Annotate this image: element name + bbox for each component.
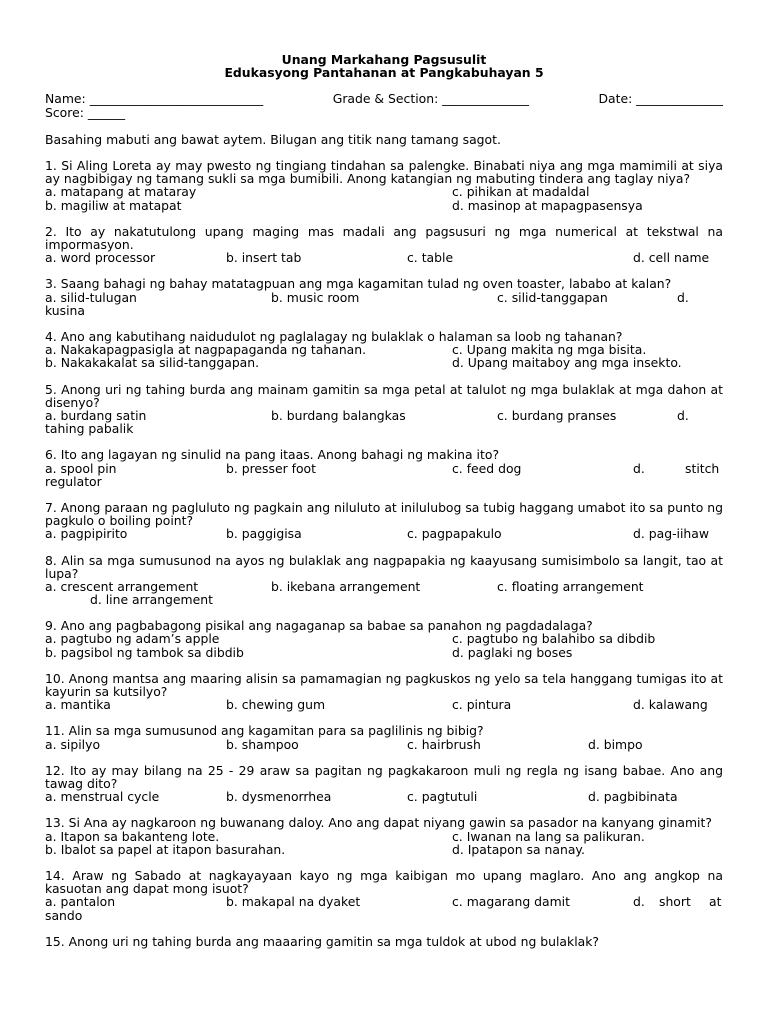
date-field: Date: ______________ — [598, 91, 723, 107]
choice-a[interactable]: a. mantika — [45, 697, 111, 713]
student-info-row — [45, 92, 723, 105]
choice-d[interactable]: d. line arrangement — [90, 592, 213, 608]
choice-d[interactable]: d. Upang maitaboy ang mga insekto. — [452, 355, 682, 371]
choice-c[interactable]: c. silid-tanggapan — [497, 289, 608, 305]
choice-b[interactable]: b. shampoo — [226, 736, 299, 752]
question-14 — [45, 869, 723, 922]
choices — [45, 698, 723, 711]
exam-title: Unang Markahang Pagsusulit — [281, 52, 487, 67]
question-7 — [45, 501, 723, 541]
question-stem: 10. Anong mantsa ang maaring alisin sa pamamagian ng pagkuskos ng yelo sa tela hanggang tumigas ito at kayurin sa kutsilyo? — [45, 670, 723, 700]
choice-d-text[interactable]: tahing pabalik — [45, 421, 134, 437]
choice-d-text[interactable]: short — [659, 894, 691, 910]
question-stem: 11. Alin sa mga sumusunod ang kagamitan para sa paglilinis ng bibig? — [45, 723, 484, 739]
choice-c[interactable]: c. pintura — [452, 697, 512, 713]
choice-b[interactable]: b. presser foot — [226, 460, 317, 476]
choice-d-text[interactable]: at — [709, 894, 722, 910]
question-13 — [45, 816, 723, 856]
question-1 — [45, 159, 723, 212]
question-2 — [45, 225, 723, 265]
question-stem: 12. Ito ay may bilang na 25 - 29 araw sa pagitan ng pagkakaroon muli ng regla ng isang babae. Ano ang tawag dito? — [45, 762, 723, 792]
choice-b[interactable]: b. insert tab — [226, 250, 302, 266]
choice-a[interactable]: a. pagpipirito — [45, 526, 128, 542]
choice-d[interactable]: d. Ipatapon sa nanay. — [452, 841, 585, 857]
choices — [45, 580, 723, 606]
choice-a[interactable]: a. crescent arrangement — [45, 578, 199, 594]
choice-d[interactable]: d. bimpo — [588, 736, 643, 752]
choice-d[interactable]: d. pagbibinata — [588, 789, 678, 805]
choice-b[interactable]: b. Ibalot sa papel at itapon basurahan. — [45, 841, 286, 857]
choices — [45, 895, 723, 921]
choice-a[interactable]: a. pagtubo ng adam’s apple — [45, 631, 220, 647]
choice-a[interactable]: a. burdang satin — [45, 407, 147, 423]
question-stem: 14. Araw ng Sabado at nagkayayaan kayo ng mga kaibigan mo upang maglaro. Ano ang angkop na kasuotan ang dapat mong isuot? — [45, 868, 723, 897]
choices — [45, 291, 723, 317]
choice-d-text-cont[interactable]: regulator — [45, 473, 102, 489]
exam-subject: Edukasyong Pantahanan at Pangkabuhayan 5 — [224, 65, 544, 81]
choices — [45, 462, 723, 488]
question-stem: 7. Anong paraan ng pagluluto ng pagkain ang niluluto at inilulubog sa tubig haggang umabot ito sa punto ng pagkulo o boiling point? — [45, 499, 723, 529]
choice-b[interactable]: b. pagsibol ng tambok sa dibdib — [45, 644, 244, 660]
choice-b[interactable]: b. burdang balangkas — [271, 407, 406, 423]
choice-d-letter[interactable]: d. — [633, 894, 645, 910]
question-9 — [45, 619, 723, 659]
choice-a[interactable]: a. pantalon — [45, 894, 116, 910]
choice-b[interactable]: b. chewing gum — [226, 697, 326, 713]
choice-b[interactable]: b. magiliw at matapat — [45, 197, 182, 213]
choice-c[interactable]: c. feed dog — [452, 460, 522, 476]
question-stem: 4. Ano ang kabutihang naidudulot ng paglalagay ng bulaklak o halaman sa loob ng tahanan? — [45, 328, 623, 344]
choice-d[interactable]: d. paglaki ng boses — [452, 644, 573, 660]
choices — [45, 738, 723, 751]
choice-d-letter[interactable]: d. — [633, 460, 645, 476]
choice-c[interactable]: c. pagpapakulo — [407, 526, 502, 542]
question-6 — [45, 448, 723, 488]
instructions: Basahing mabuti ang bawat aytem. Bilugan ang titik nang tamang sagot. — [45, 131, 501, 147]
choice-b[interactable]: b. music room — [271, 289, 360, 305]
choice-c[interactable]: c. floating arrangement — [497, 578, 644, 594]
question-stem: 13. Si Ana ay nagkaroon ng buwanang daloy. Ano ang dapat niyang gawin sa pasador na kanyang ginamit? — [45, 815, 712, 831]
question-15 — [45, 935, 723, 948]
choice-b[interactable]: b. paggigisa — [226, 526, 302, 542]
question-stem: 9. Ano ang pagbabagong pisikal ang nagaganap sa babae sa panahon ng pagdadalaga? — [45, 618, 593, 634]
choice-d[interactable]: d. masinop at mapagpasensya — [452, 197, 643, 213]
choice-c[interactable]: c. Upang makita ng mga bisita. — [452, 342, 647, 358]
choices — [45, 790, 723, 803]
choice-d-letter[interactable]: d. — [677, 289, 689, 305]
question-4 — [45, 330, 723, 370]
choice-a[interactable]: a. menstrual cycle — [45, 789, 160, 805]
choice-d-text-cont[interactable]: sando — [45, 907, 83, 923]
choices — [45, 409, 723, 435]
question-11 — [45, 724, 723, 750]
question-5 — [45, 383, 723, 436]
choice-c[interactable]: c. pagtubo ng balahibo sa dibdib — [452, 631, 656, 647]
choice-a[interactable]: a. word processor — [45, 250, 156, 266]
question-stem: 8. Alin sa mga sumusunod na ayos ng bulaklak ang nagpapakia ng kaayusang sumisimbolo sa langit, tao at lupa? — [45, 552, 723, 581]
choices — [45, 343, 723, 369]
question-12 — [45, 764, 723, 804]
choices — [45, 185, 723, 211]
choice-c[interactable]: c. burdang pranses — [497, 407, 617, 423]
choice-a[interactable]: a. sipilyo — [45, 736, 101, 752]
choice-d[interactable]: d. pag-iihaw — [633, 526, 710, 542]
choice-a[interactable]: a. Nakakapagpasigla at nagpapaganda ng tahanan. — [45, 342, 367, 358]
question-10 — [45, 672, 723, 712]
choice-d-letter[interactable]: d. — [677, 407, 689, 423]
choice-c[interactable]: c. magarang damit — [452, 894, 570, 910]
exam-page — [45, 53, 723, 948]
choice-a[interactable]: a. matapang at mataray — [45, 184, 197, 200]
choice-c[interactable]: c. pagtutuli — [407, 789, 478, 805]
name-field: Name: ____________________________ — [45, 91, 264, 107]
choices — [45, 632, 723, 658]
choice-d-text[interactable]: stitch — [685, 460, 720, 476]
choice-c[interactable]: c. hairbrush — [407, 736, 481, 752]
choice-d-text[interactable]: kusina — [45, 302, 85, 318]
question-stem: 15. Anong uri ng tahing burda ang maaaring gamitin sa mga tuldok at ubod ng bulaklak? — [45, 933, 599, 949]
choice-c[interactable]: c. pihikan at madaldal — [452, 184, 590, 200]
choices — [45, 527, 723, 540]
choice-a[interactable]: a. spool pin — [45, 460, 117, 476]
choice-d[interactable]: d. cell name — [633, 250, 710, 266]
question-stem: 5. Anong uri ng tahing burda ang mainam gamitin sa mga petal at talulot ng mga bulaklak at mga dahon at disenyo? — [45, 381, 723, 410]
choice-a[interactable]: a. Itapon sa bakanteng lote. — [45, 828, 220, 844]
grade-section-field: Grade & Section: ______________ — [332, 91, 529, 107]
choice-c[interactable]: c. Iwanan na lang sa palikuran. — [452, 828, 645, 844]
choice-c[interactable]: c. table — [407, 250, 454, 266]
question-3 — [45, 277, 723, 317]
question-8 — [45, 554, 723, 607]
question-stem: 1. Si Aling Loreta ay may pwesto ng tingiang tindahan sa palengke. Binabati niya ang mga mamimili at siya ay nagbibigay ng tamang sukli sa mga bumibili. Anong katangian ng mabuting tindera ang taglay niya? — [45, 158, 723, 187]
question-stem: 3. Saang bahagi ng bahay matatagpuan ang mga kagamitan tulad ng oven toaster, lababo at kalan? — [45, 276, 672, 292]
question-stem: 6. Ito ang lagayan ng sinulid na pang itaas. Anong bahagi ng makina ito? — [45, 447, 500, 463]
choice-a[interactable]: a. silid-tulugan — [45, 289, 137, 305]
choices — [45, 830, 723, 856]
choice-d[interactable]: d. kalawang — [633, 697, 708, 713]
choice-b[interactable]: b. makapal na dyaket — [226, 894, 361, 910]
choices — [45, 251, 723, 264]
score-field: Score: ______ — [45, 104, 126, 120]
choice-b[interactable]: b. Nakakakalat sa silid-tanggapan. — [45, 355, 260, 371]
question-stem: 2. Ito ay nakatutulong upang maging mas madali ang pagsusuri ng mga numerical at tekstwal na impormasyon. — [45, 223, 723, 252]
choice-b[interactable]: b. dysmenorrhea — [226, 789, 332, 805]
choice-b[interactable]: b. ikebana arrangement — [271, 578, 421, 594]
